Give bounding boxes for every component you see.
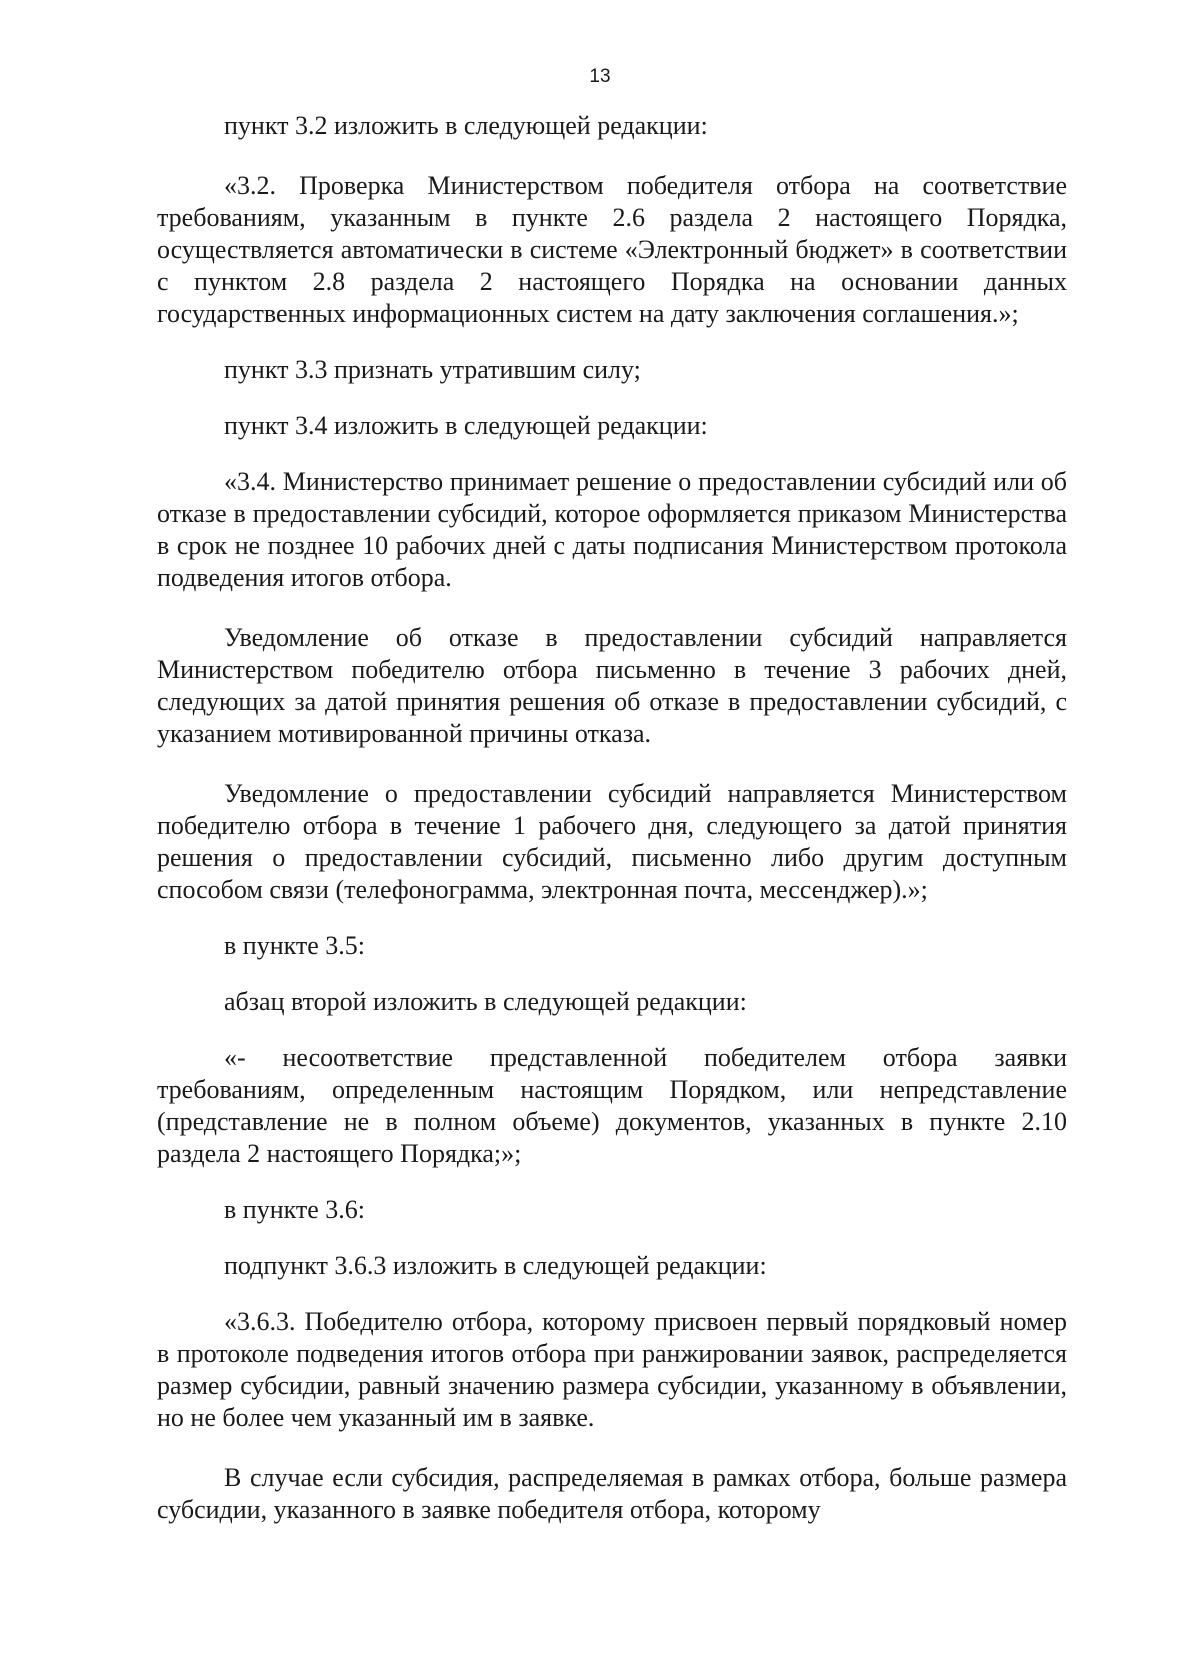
paragraph-amend-3-4: пункт 3.4 изложить в следующей редакции:	[224, 411, 708, 440]
paragraph-amend-3-6-3: подпункт 3.6.3 изложить в следующей редакции:	[224, 1251, 767, 1280]
paragraph-text-3-5: «- несоответствие представленной победителем отбора заявки требованиям, определенным настоящим Порядком, или непредставление (представление не в полном объеме) документов, указанных в пункте 2.10 раздела 2 настоящего Порядка;»;	[157, 1043, 1067, 1168]
paragraph-amend-3-6: в пункте 3.6:	[224, 1195, 366, 1224]
paragraph-text-3-4: «3.4. Министерство принимает решение о предоставлении субсидий или об отказе в предоставлении субсидий, которое оформляется приказом Министерства в срок не позднее 10 рабочих дней с даты подписания Министерством протокола подведения итогов отбора.	[157, 467, 1067, 592]
page-number: 13	[589, 66, 611, 87]
paragraph-continuation: В случае если субсидия, распределяемая в рамках отбора, больше размера субсидии, указанного в заявке победителя отбора, которому	[157, 1463, 1067, 1524]
paragraph-amend-3-5: в пункте 3.5:	[224, 931, 366, 960]
paragraph-amend-3-2: пункт 3.2 изложить в следующей редакции:	[224, 111, 708, 140]
paragraph-refusal-notice: Уведомление об отказе в предоставлении субсидий направляется Министерством победителю отбора письменно в течение 3 рабочих дней, следующих за датой принятия решения об отказе в предоставлении субсидий, с указанием мотивированной причины отказа.	[157, 623, 1067, 748]
paragraph-repeal-3-3: пункт 3.3 признать утратившим силу;	[224, 355, 641, 384]
paragraph-text-3-2: «3.2. Проверка Министерством победителя отбора на соответствие требованиям, указанным в пункте 2.6 раздела 2 настоящего Порядка, осуществляется автоматически в системе «Электронный бюджет» в соответствии с пунктом 2.8 раздела 2 настоящего Порядка на основании данных государственных информационных систем на дату заключения соглашения.»;	[157, 171, 1067, 328]
document-body	[157, 110, 1067, 1526]
paragraph-text-3-6-3: «3.6.3. Победителю отбора, которому присвоен первый порядковый номер в протоколе подведения итогов отбора при ранжировании заявок, распределяется размер субсидии, равный значению размера субсидии, указанному в объявлении, но не более чем указанный им в заявке.	[157, 1307, 1067, 1432]
paragraph-grant-notice: Уведомление о предоставлении субсидий направляется Министерством победителю отбора в течение 1 рабочего дня, следующего за датой принятия решения о предоставлении субсидий, письменно либо другим доступным способом связи (телефонограмма, электронная почта, мессенджер).»;	[157, 779, 1067, 904]
paragraph-second-para: абзац второй изложить в следующей редакции:	[224, 987, 747, 1016]
